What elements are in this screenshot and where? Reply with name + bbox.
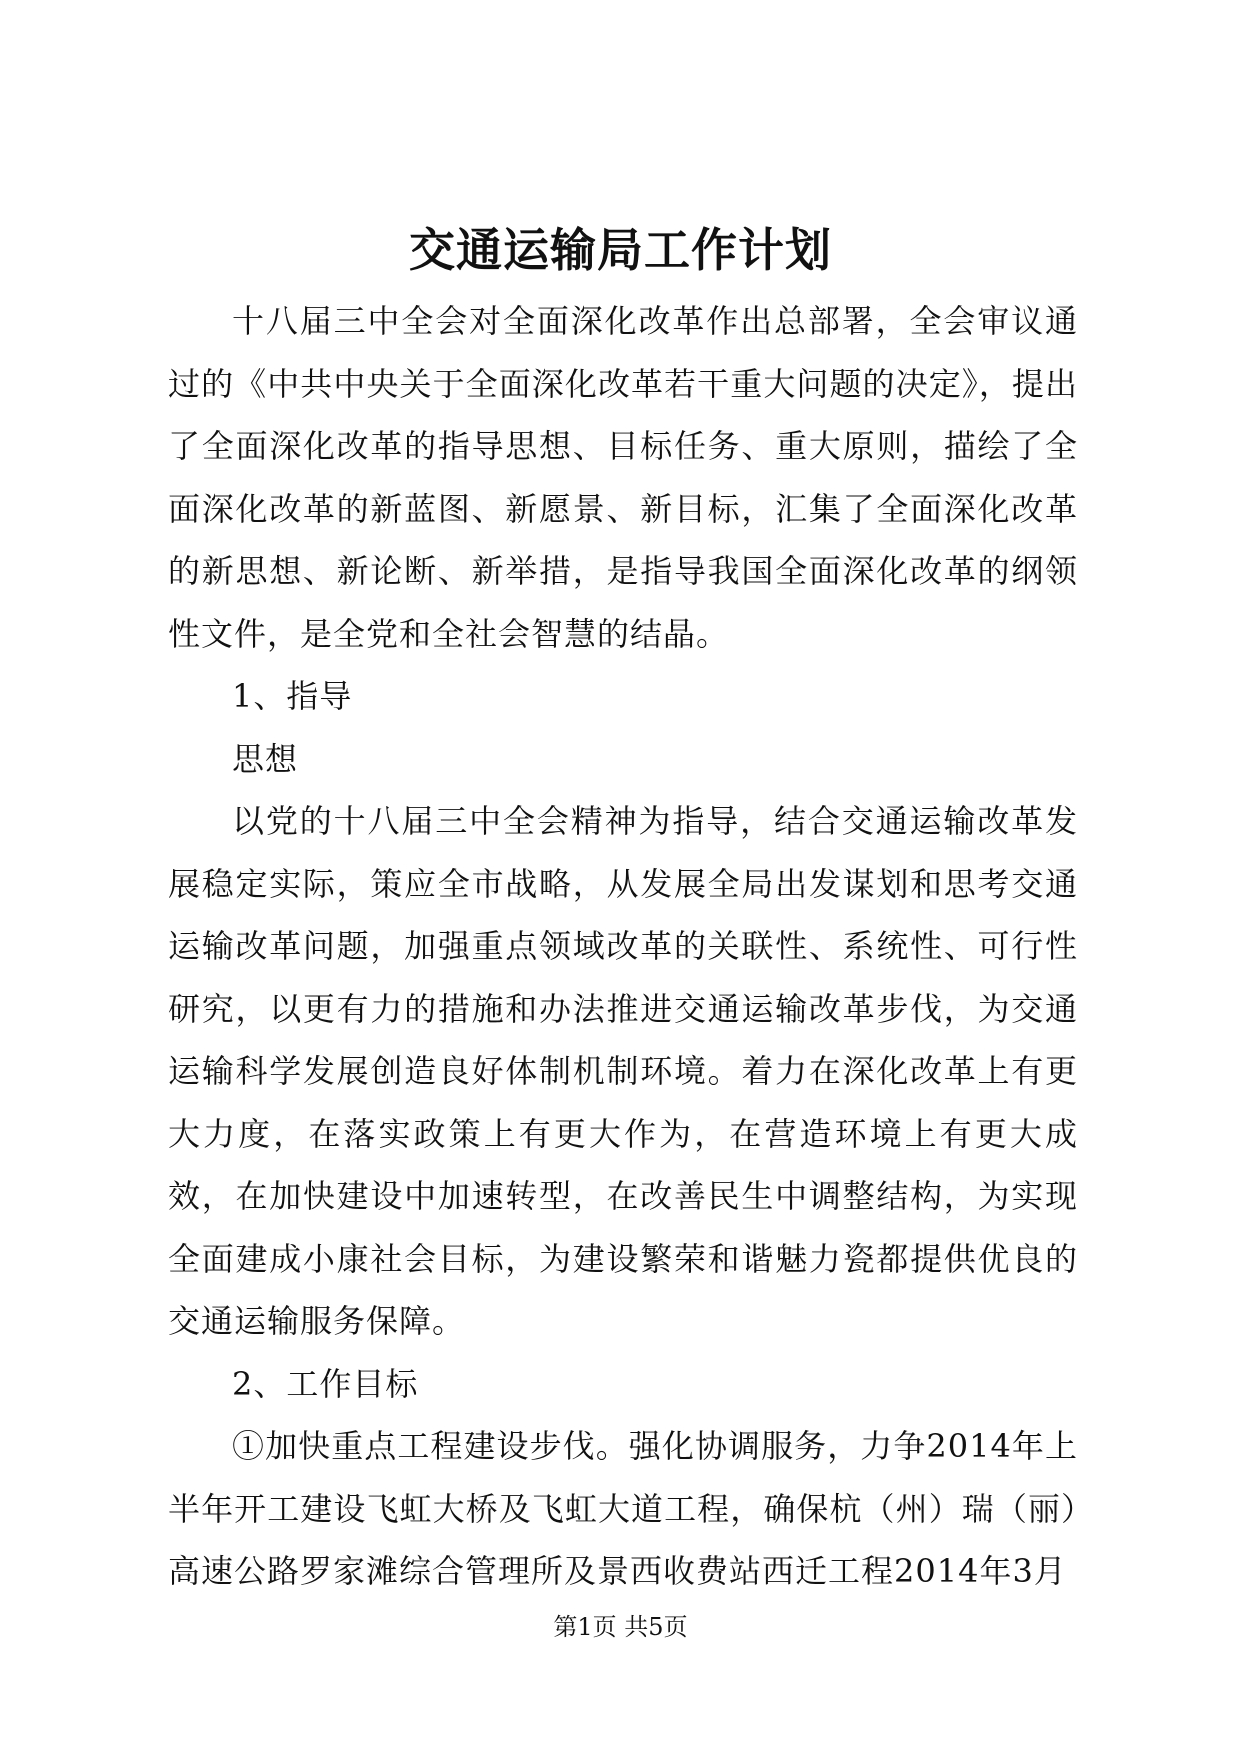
paragraph-goal-1: ①加快重点工程建设步伐。强化协调服务，力争2014年上半年开工建设飞虹大桥及飞虹大道工程，确保杭（州）瑞（丽）高速公路罗家滩综合管理所及景西收费站西迁工程2014年3月 <box>168 1427 1078 1590</box>
paragraph-intro: 十八届三中全会对全面深化改革作出总部署，全会审议通过的《中共中央关于全面深化改革若干重大问题的决定》，提出了全面深化改革的指导思想、目标任务、重大原则，描绘了全面深化改革的新蓝图、新愿景、新目标，汇集了全面深化改革的新思想、新论断、新举措，是指导我国全面深化改革的纲领性文件，是全党和全社会智慧的结晶。 <box>168 302 1078 653</box>
document-title: 交通运输局工作计划 <box>409 223 832 277</box>
section-heading-thought: 思想 <box>232 739 299 778</box>
section-heading-guidance: 1、指导 <box>232 677 353 715</box>
page-footer: 第1页 共5页 <box>553 1613 688 1641</box>
section-heading-goals: 2、工作目标 <box>232 1364 419 1403</box>
document-body <box>168 290 1078 1603</box>
paragraph-guiding-thought: 以党的十八届三中全会精神为指导，结合交通运输改革发展稳定实际，策应全市战略，从发展全局出发谋划和思考交通运输改革问题，加强重点领域改革的关联性、系统性、可行性研究，以更有力的措施和办法推进交通运输改革步伐，为交通运输科学发展创造良好体制机制环境。着力在深化改革上有更大力度，在落实政策上有更大作为，在营造环境上有更大成效，在加快建设中加速转型，在改善民生中调整结构，为实现全面建成小康社会目标，为建设繁荣和谐魅力瓷都提供优良的交通运输服务保障。 <box>168 802 1078 1340</box>
